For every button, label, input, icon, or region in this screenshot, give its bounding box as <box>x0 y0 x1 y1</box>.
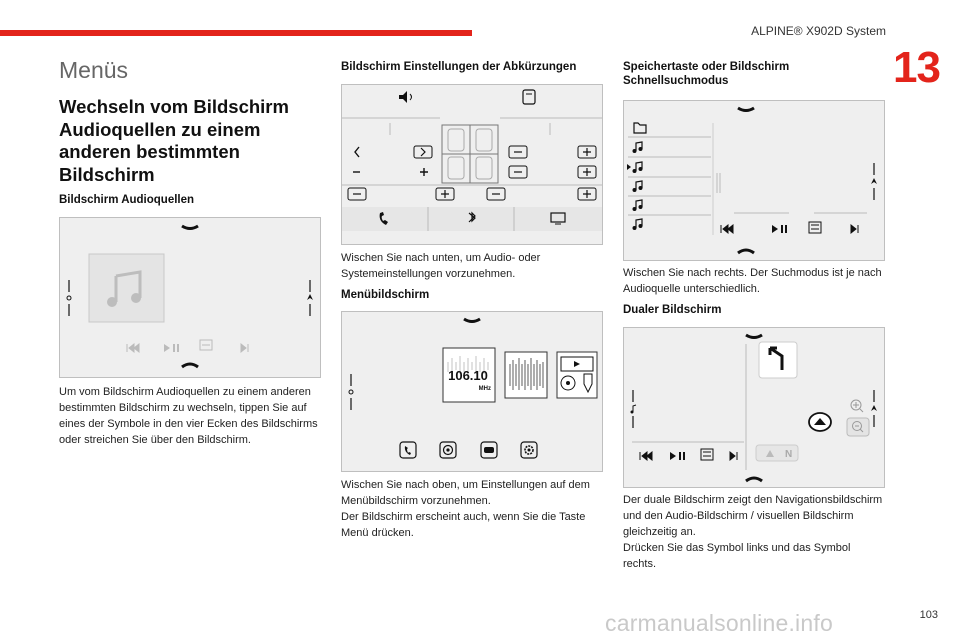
compass-north-icon[interactable] <box>756 445 798 461</box>
header-title: ALPINE® X902D System <box>751 24 886 38</box>
search-corner-icon <box>349 374 353 410</box>
quick-search-screen <box>623 100 885 261</box>
previous-track-icon <box>721 225 733 233</box>
radio-unit: MHz <box>478 386 491 392</box>
balance-plus-icon <box>420 168 428 176</box>
treble-plus-button[interactable] <box>578 188 596 200</box>
compass-letter: N <box>785 449 793 460</box>
audio-sources-text: Um vom Bildschirm Audioquellen zu einem anderen bestimmten Bildschirm zu wechseln, tippen Sie auf eines der Symbole in den vier Ecken des Bildschirms oder streichen Sie über den Bildschirm. <box>59 386 318 446</box>
subheading-menu-screen: Menübildschirm <box>341 289 430 301</box>
fader-plus-button[interactable] <box>578 146 596 158</box>
vehicle-button[interactable] <box>481 442 497 458</box>
turn-direction-panel <box>759 342 797 378</box>
watermark: carmanualsonline.info <box>605 610 833 636</box>
balance-right-button[interactable] <box>414 146 432 158</box>
section-title: Menüs <box>59 57 129 83</box>
music-note-icon <box>633 142 643 153</box>
subheading-dual-screen: Dualer Bildschirm <box>623 304 722 316</box>
header-red-bar <box>0 30 472 36</box>
page-heading: Wechseln vom Bildschirm Audioquellen zu einem anderen bestimmten Bildschirm <box>59 96 289 185</box>
zoom-out-icon[interactable] <box>847 418 869 436</box>
music-note-icon <box>633 219 643 230</box>
swipe-up-chevron-icon <box>738 250 754 253</box>
level-plus-button[interactable] <box>578 166 596 178</box>
audio-sources-screen <box>59 217 321 378</box>
equalizer-icon <box>701 449 713 460</box>
swipe-down-chevron-icon <box>464 319 480 322</box>
previous-track-icon <box>640 452 652 460</box>
quick-search-text: Wischen Sie nach rechts. Der Suchmodus ist je nach Audioquelle unterschiedlich. <box>623 267 882 295</box>
shortcut-settings-text: Wischen Sie nach unten, um Audio- oder Systemeinstellungen vorzunehmen. <box>341 252 541 280</box>
volume-icon <box>399 91 412 103</box>
previous-track-icon <box>127 344 139 352</box>
swipe-down-chevron-icon <box>182 226 198 229</box>
menu-screen <box>341 311 603 472</box>
page-number: 103 <box>919 609 938 621</box>
equalizer-icon <box>809 222 821 233</box>
phone-button[interactable] <box>400 442 416 458</box>
navigation-corner-icon <box>871 390 877 427</box>
subheading-quick-search: Speichertaste oder Bildschirm Schnellsuchmodus <box>623 61 790 87</box>
shortcut-settings-screen <box>341 84 603 245</box>
album-art-icon <box>89 254 164 322</box>
media-tile[interactable] <box>505 352 547 398</box>
chapter-number: 13 <box>893 43 940 92</box>
settings-button[interactable] <box>521 442 537 458</box>
navigation-corner-icon <box>871 163 877 200</box>
music-note-icon <box>633 200 643 211</box>
play-pause-icon <box>670 452 685 460</box>
balance-left-icon <box>355 147 359 157</box>
vehicle-position-icon <box>809 413 831 431</box>
video-disc-usb-tile[interactable] <box>557 352 597 398</box>
folder-icon <box>634 123 646 133</box>
level-minus-button[interactable] <box>509 166 527 178</box>
connect-button[interactable] <box>440 442 456 458</box>
zoom-in-icon[interactable] <box>851 400 863 412</box>
music-corner-icon <box>631 390 637 428</box>
menu-screen-text: Wischen Sie nach oben, um Einstellungen auf dem Menübildschirm vorzunehmen. Der Bildschirm erscheint auch, wenn Sie die Taste Menü drücken. <box>341 479 590 539</box>
touch-settings-icon <box>523 90 535 104</box>
swipe-up-chevron-icon <box>746 478 762 481</box>
search-corner-icon <box>67 280 71 316</box>
radio-frequency: 106.10 <box>448 368 488 383</box>
next-track-icon <box>851 225 858 233</box>
next-track-icon <box>241 344 248 352</box>
radio-tile[interactable] <box>443 348 495 402</box>
play-pause-icon <box>164 344 179 352</box>
swipe-down-chevron-icon <box>738 108 754 111</box>
subheading-shortcut-settings: Bildschirm Einstellungen der Abkürzungen <box>341 61 577 73</box>
car-balance-grid <box>442 125 498 183</box>
bass-minus-button[interactable] <box>348 188 366 200</box>
subheading-audio-sources: Bildschirm Audioquellen <box>59 194 195 206</box>
navigation-corner-icon <box>307 280 313 316</box>
swipe-up-chevron-icon <box>182 364 198 367</box>
dual-screen <box>623 327 885 488</box>
play-pause-icon <box>772 225 787 233</box>
equalizer-icon <box>200 340 212 350</box>
swipe-down-chevron-icon <box>746 335 762 338</box>
bass-plus-button[interactable] <box>436 188 454 200</box>
treble-minus-button[interactable] <box>487 188 505 200</box>
dual-screen-text: Der duale Bildschirm zeigt den Navigationsbildschirm und den Audio-Bildschirm / visuellen Bildschirm gleichzeitig an. Drücken Sie das Symbol links und das Symbol rechts. <box>623 494 883 570</box>
fader-minus-button[interactable] <box>509 146 527 158</box>
next-track-icon <box>730 452 737 460</box>
music-note-icon <box>633 181 643 192</box>
playing-track-icon <box>627 162 643 173</box>
